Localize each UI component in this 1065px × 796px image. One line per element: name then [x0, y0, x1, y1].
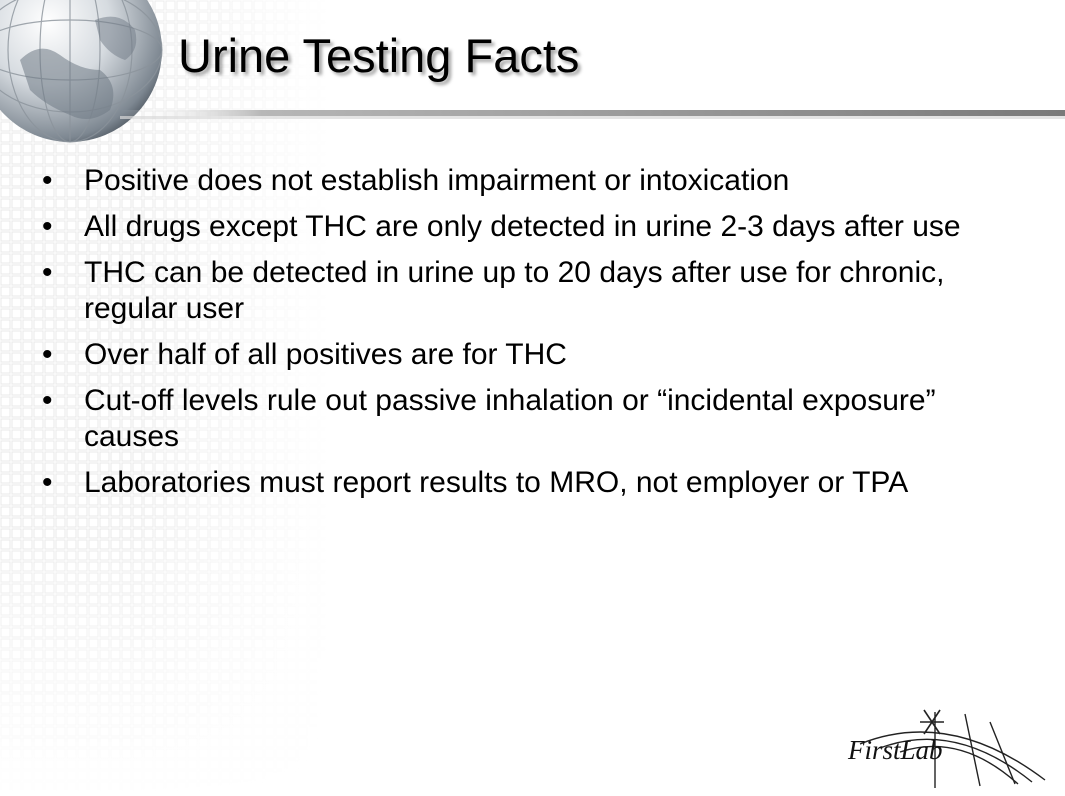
bullet-marker: • — [42, 384, 53, 417]
bullet-marker: • — [42, 164, 53, 197]
bullet-text: Cut-off levels rule out passive inhalation or “incidental exposure” causes — [84, 384, 936, 453]
bullet-item — [40, 337, 1030, 373]
company-logo-text: FirstLab — [848, 735, 943, 765]
bullet-item — [40, 383, 1030, 455]
slide-title: Urine Testing Facts — [178, 29, 580, 82]
bullet-item — [40, 465, 1030, 501]
bullet-item — [40, 209, 1030, 245]
bullet-text: All drugs except THC are only detected in urine 2-3 days after use — [84, 210, 961, 243]
bullet-marker: • — [42, 466, 53, 499]
bullet-text: Laboratories must report results to MRO, not employer or TPA — [84, 466, 909, 499]
bullet-marker: • — [42, 210, 53, 243]
bullet-marker: • — [42, 338, 53, 371]
bullet-text: Over half of all positives are for THC — [84, 338, 567, 371]
bullet-list — [40, 163, 1030, 511]
globe-icon — [0, 0, 170, 150]
bullet-text: THC can be detected in urine up to 20 days after use for chronic, regular user — [84, 256, 945, 325]
bullet-text: Positive does not establish impairment or intoxication — [84, 164, 790, 197]
bullet-marker: • — [42, 256, 53, 289]
title-divider — [0, 107, 1065, 123]
bullet-item — [40, 163, 1030, 199]
bullet-item — [40, 255, 1030, 327]
